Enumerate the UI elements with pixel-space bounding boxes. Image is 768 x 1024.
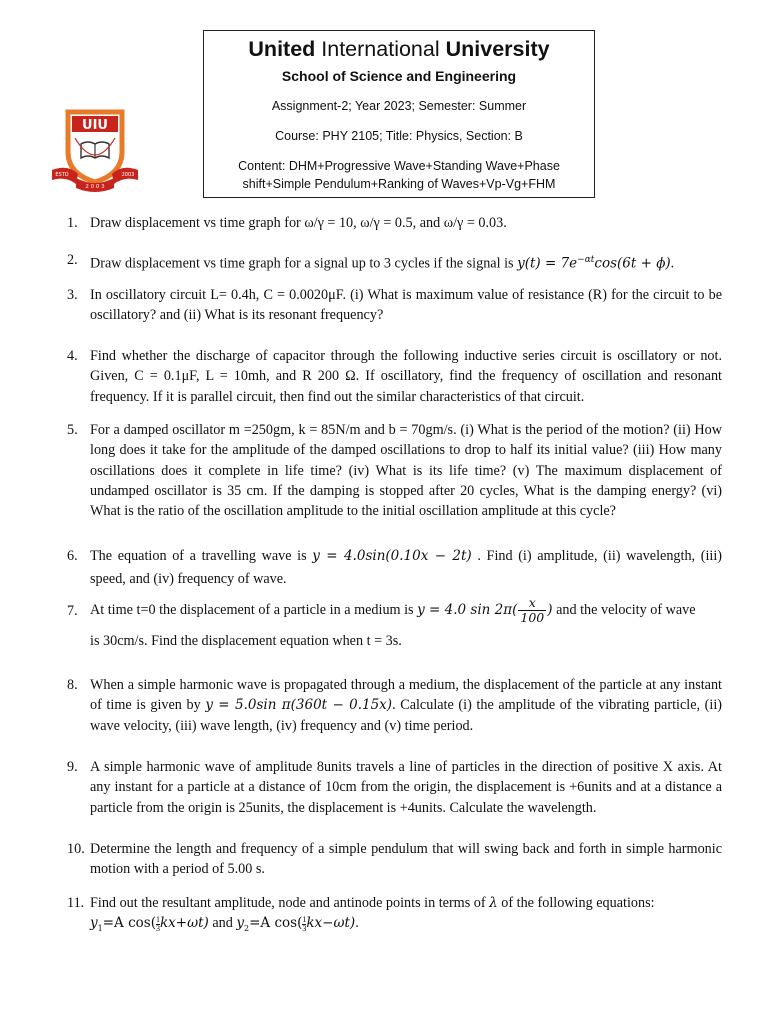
school-name: School of Science and Engineering: [281, 68, 517, 84]
fraction-numerator: 1: [155, 914, 160, 924]
fraction-denominator: 3: [155, 923, 160, 933]
math-expression: cos(6t + ϕ): [594, 255, 671, 272]
question-number: 4.: [67, 348, 78, 364]
question-6: [67, 545, 722, 591]
math-subscript: 1: [97, 924, 103, 934]
question-text: Find whether the discharge of capacitor through the following inductive series circuit is oscillatory or not. Given, C = 0.1μF, L = 10mh, and R 200 Ω. If oscillatory, find the frequency of oscillation and resonant frequency. If it is parallel circuit, then find out the similar characteristics of that circuit.: [90, 348, 722, 405]
question-text: For a damped oscillator m =250gm, k = 85N/m and b = 70gm/s. (i) What is the period of the motion? (ii) How long does it take for the amplitude of the damped oscillations to drop to half its initial value? (iii) How many oscillations does it complete in life time? (iv) What is its life time? (v) The maximum displacement of undamped oscillator is 35 cm. If the damping is stopped after 20 cycles, What is the damping energy? (vi) What is the ratio of the oscillation amplitude to the initial oscillation amplitude at this cycle?: [90, 422, 722, 520]
math-expression: ): [547, 601, 553, 618]
question-1: [67, 213, 722, 233]
logo-ribbon-bottom: 2 0 0 3: [85, 184, 105, 190]
title-word-1: United: [248, 37, 316, 61]
question-number: 11.: [67, 895, 85, 911]
course-line: Course: PHY 2105; Title: Physics, Section: B: [275, 129, 523, 143]
question-text: . Find (i) amplitude, (ii) wavelength, (iii) speed, and (iv) frequency of wave.: [90, 548, 722, 587]
question-text: At time t=0 the displacement of a particle in a medium is: [90, 601, 418, 618]
university-title: [204, 36, 594, 62]
question-text: .: [355, 915, 359, 932]
math-expression: y: [236, 915, 245, 932]
question-text-continued: is 30cm/s. Find the displacement equation when t = 3s.: [90, 633, 402, 649]
logo-ribbon-left: ESTD: [55, 172, 69, 178]
math-expression: y: [90, 915, 98, 932]
question-number: 8.: [67, 677, 78, 693]
question-text: A simple harmonic wave of amplitude 8units travels a line of particles in the direction of positive X axis. At any instant for a particle at a distance of 10cm from the origin, the displacement is +6units and at a distance a particle from the origin is 25units, the displacement is +4units. Calculate the wavelength.: [90, 759, 722, 816]
question-5: [67, 420, 722, 521]
math-expression: y = 4.0sin(0.10x − 2t): [312, 548, 472, 564]
content-line-1: Content: DHM+Progressive Wave+Standing Wave+Phase: [238, 159, 560, 173]
math-exponent: −αt: [577, 255, 595, 265]
question-text: In oscillatory circuit L= 0.4h, C = 0.0020μF. (i) What is maximum value of resistance (R) for the circuit to be oscillatory? and (ii) What is its resonant frequency?: [90, 287, 722, 324]
question-text: Determine the length and frequency of a simple pendulum that will swing back and forth in simple harmonic motion with a period of 5.00 s.: [90, 841, 722, 878]
question-4: [67, 346, 722, 407]
question-2: [67, 250, 722, 274]
math-symbol: λ: [489, 895, 498, 911]
question-text: Draw displacement vs time graph for a signal up to 3 cycles if the signal is: [90, 255, 518, 272]
question-text: Find out the resultant amplitude, node and antinode points in terms of: [90, 895, 490, 911]
fraction-numerator: x: [528, 595, 536, 610]
question-number: 3.: [67, 287, 78, 303]
question-7: [67, 596, 722, 651]
question-number: 2.: [67, 252, 78, 268]
question-text: of the following equations:: [497, 895, 655, 911]
math-expression: y = 4.0 sin 2π(: [417, 601, 518, 618]
math-expression: =A cos(: [249, 915, 303, 932]
math-expression: y = 5.0sin π(360t − 0.15x): [205, 697, 393, 714]
question-text: The equation of a travelling wave is: [90, 548, 313, 564]
question-3: [67, 285, 722, 326]
question-number: 9.: [67, 759, 78, 775]
question-10: [67, 839, 722, 880]
question-9: [67, 757, 722, 818]
logo-ribbon-right: 2003: [121, 172, 135, 178]
question-text: and: [208, 915, 237, 932]
question-text: .: [670, 255, 675, 272]
university-logo: [48, 108, 142, 192]
equations-line: [90, 913, 722, 939]
question-text: When a simple harmonic wave is propagated through a medium, the displacement of the particle at any instant of time is given by: [90, 677, 722, 714]
title-word-2: International: [321, 37, 440, 61]
logo-text: UIU: [82, 118, 108, 133]
math-expression: =A cos(: [102, 915, 156, 932]
question-number: 1.: [67, 215, 78, 231]
title-word-3: University: [445, 37, 550, 61]
content-line-2: shift+Simple Pendulum+Ranking of Waves+Vp-Vg+FHM: [242, 177, 556, 191]
question-8: [67, 675, 722, 736]
fraction-denominator: 100: [520, 610, 545, 625]
question-text: and the velocity of wave: [552, 601, 696, 618]
math-subscript: 2: [244, 924, 250, 934]
question-number: 6.: [67, 548, 78, 564]
math-expression: kx+ωt): [159, 915, 209, 932]
question-number: 7.: [67, 603, 78, 619]
question-11: [67, 893, 722, 939]
math-expression: kx−ωt): [306, 915, 356, 932]
question-number: 10.: [67, 841, 85, 857]
fraction-numerator: 1: [302, 914, 307, 924]
question-text: . Calculate (i) the amplitude of the vibrating particle, (ii) wave velocity, (iii) wave length, (iv) frequency and (v) time period.: [90, 697, 722, 734]
math-expression: y(t) = 7e: [517, 255, 578, 272]
question-number: 5.: [67, 422, 78, 438]
fraction-denominator: 3: [302, 923, 307, 933]
question-text: Draw displacement vs time graph for ω/γ = 10, ω/γ = 0.5, and ω/γ = 0.03.: [90, 215, 507, 231]
assignment-line: Assignment-2; Year 2023; Semester: Summer: [271, 99, 527, 113]
header-box: [203, 30, 595, 198]
